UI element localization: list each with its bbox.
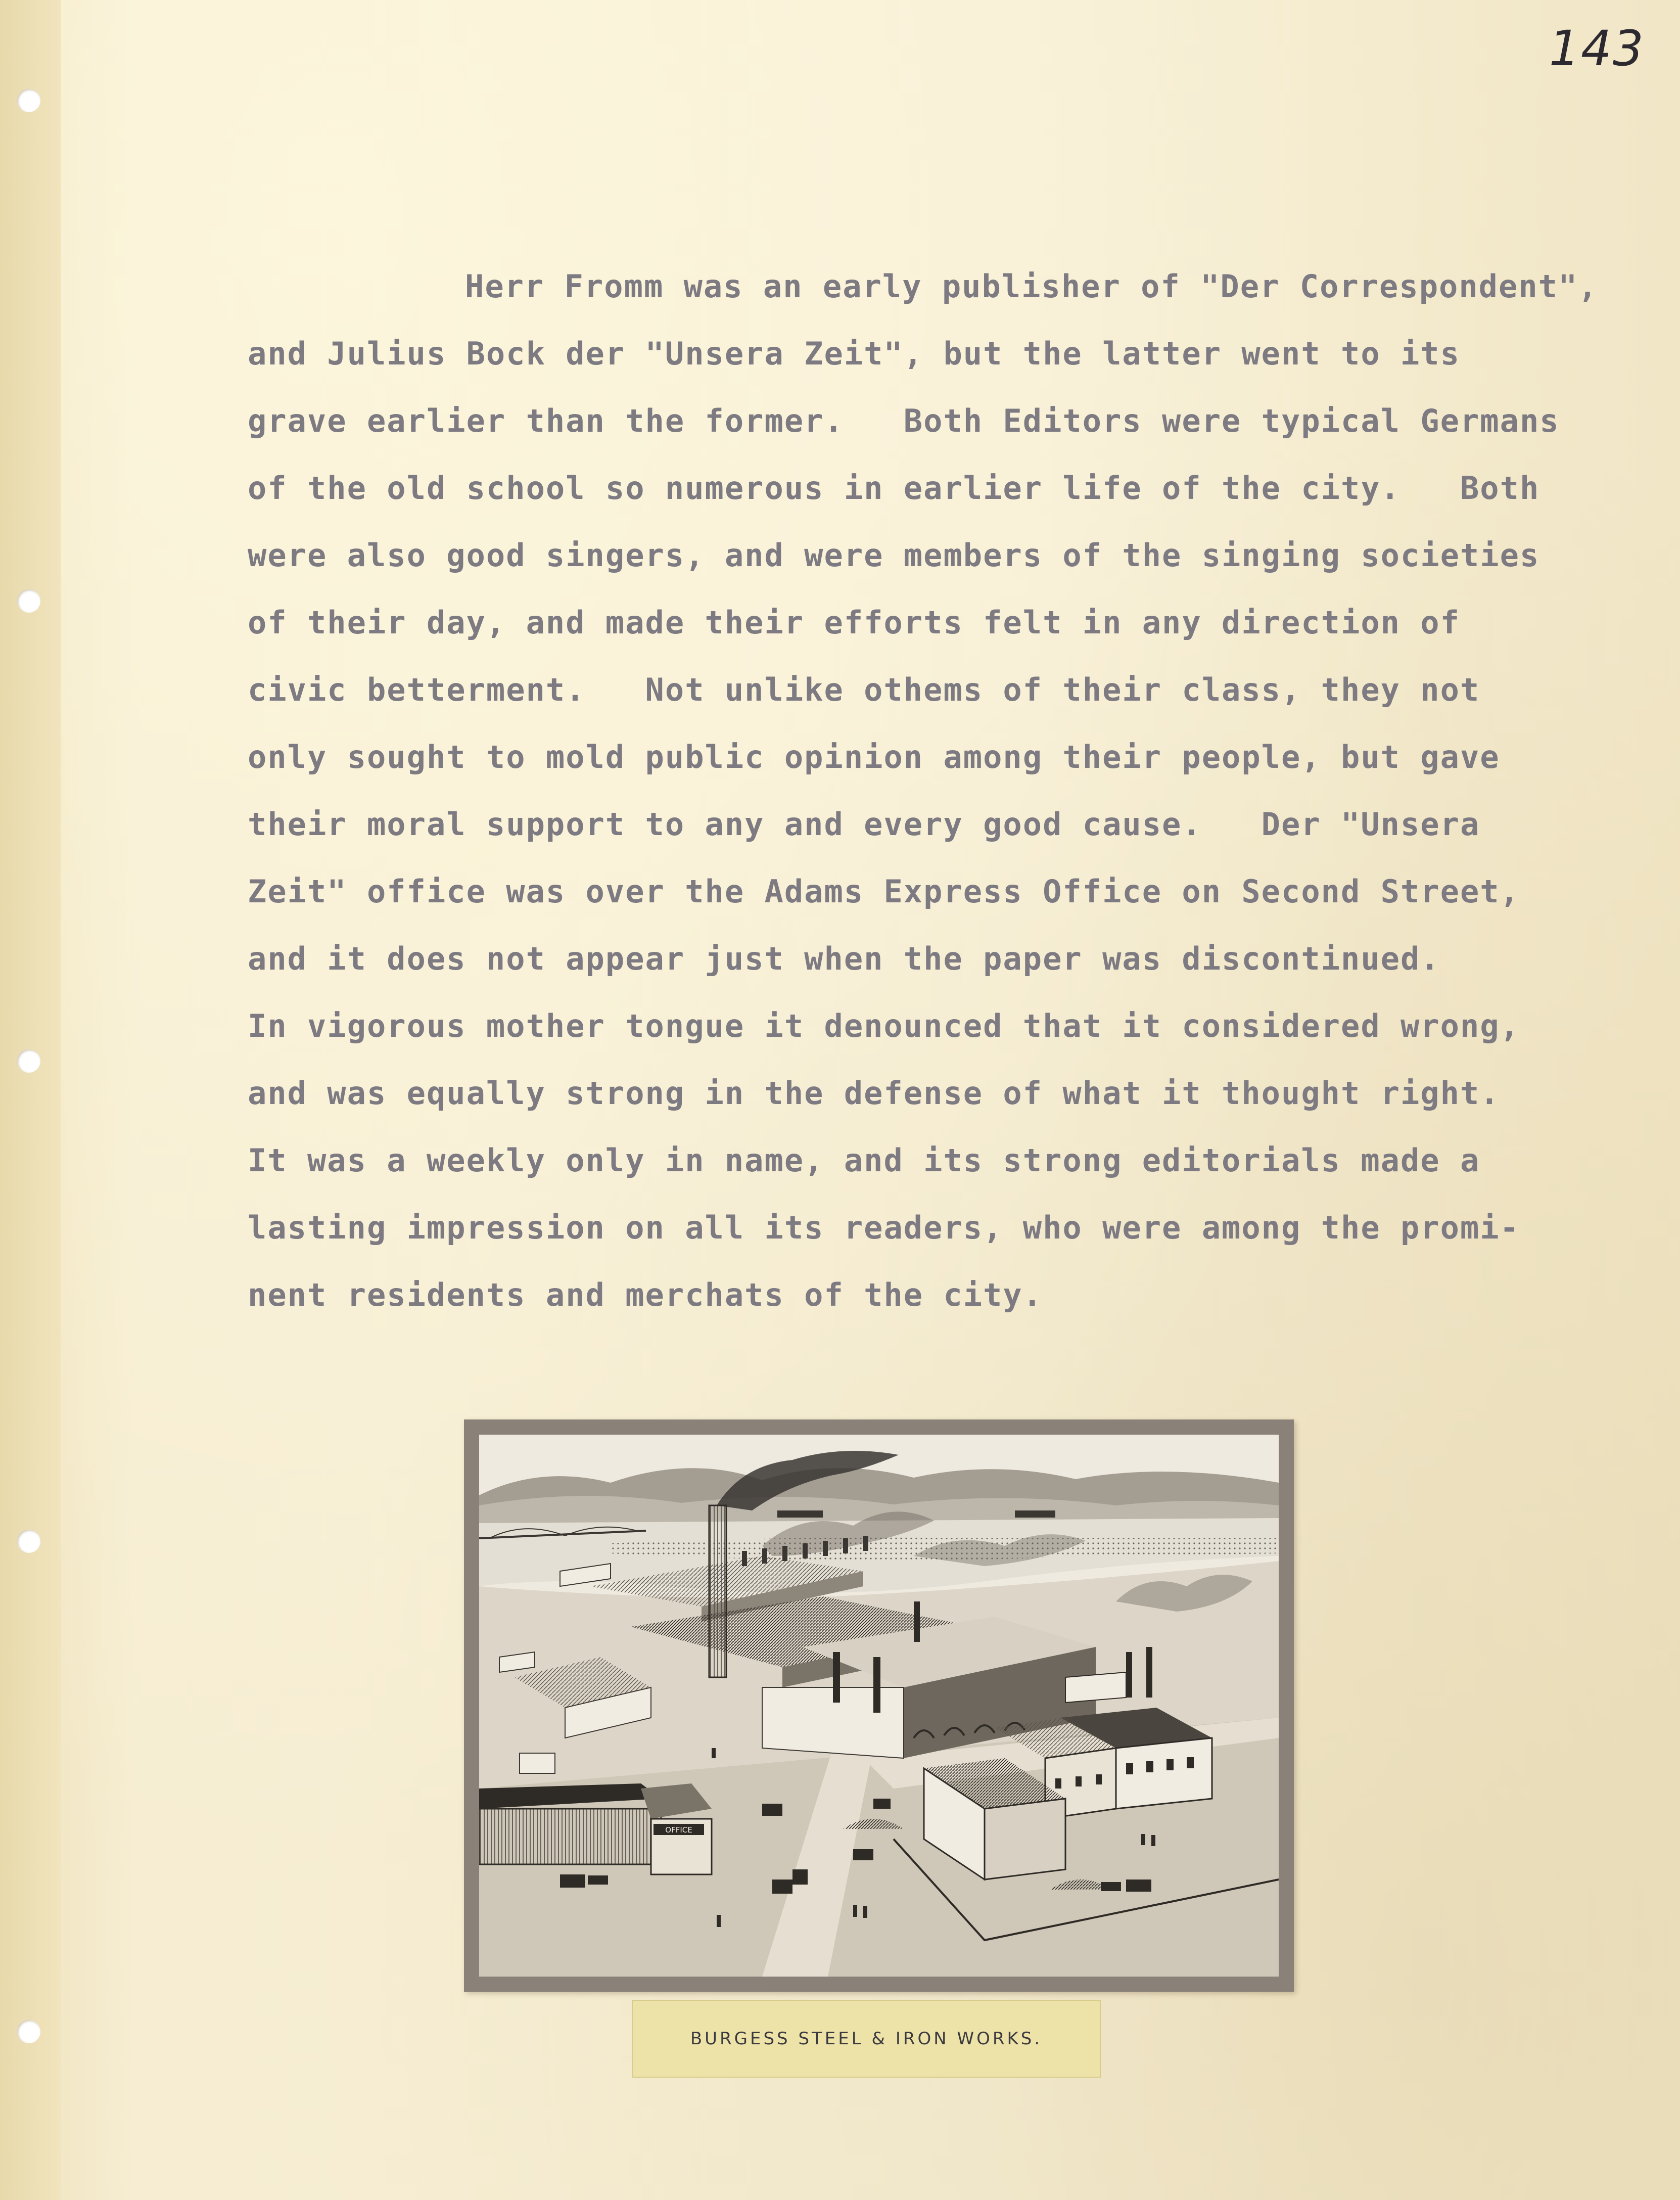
text-line: and it does not appear just when the paper was discontinued. <box>248 940 1440 977</box>
office-sign: OFFICE <box>665 1825 692 1835</box>
punch-hole <box>17 89 40 112</box>
punch-hole <box>17 2020 40 2043</box>
text-line: and was equally strong in the defense of what it thought right. <box>248 1075 1500 1112</box>
illustration-mount <box>464 1419 1294 1992</box>
text-line: grave earlier than the former. Both Editors were typical Germans <box>248 402 1560 439</box>
text-line: civic betterment. Not unlike othems of their class, they not <box>248 671 1480 708</box>
text-line: of their day, and made their efforts felt in any direction of <box>248 604 1460 641</box>
paper-edge <box>0 0 61 2200</box>
text-line: Zeit" office was over the Adams Express Office on Second Street, <box>248 873 1520 910</box>
text-line: their moral support to any and every good cause. Der "Unsera <box>248 806 1480 843</box>
punch-hole <box>17 1530 40 1553</box>
text-line: nent residents and merchats of the city. <box>248 1276 1043 1313</box>
page-number: 143 <box>1549 20 1645 77</box>
punch-hole <box>17 1049 40 1073</box>
text-line: Herr Fromm was an early publisher of "Der Correspondent", <box>465 268 1598 305</box>
punch-hole <box>17 589 40 613</box>
text-line: It was a weekly only in name, and its strong editorials made a <box>248 1142 1480 1179</box>
factory-illustration <box>479 1435 1279 1977</box>
text-line: were also good singers, and were members of the singing societies <box>248 537 1540 574</box>
text-line: only sought to mold public opinion among their people, but gave <box>248 739 1500 775</box>
text-line: and Julius Bock der "Unsera Zeit", but the latter went to its <box>248 335 1460 372</box>
text-line: In vigorous mother tongue it denounced that it considered wrong, <box>248 1007 1520 1044</box>
illustration-caption: BURGESS STEEL & IRON WORKS. <box>690 2029 1043 2049</box>
illustration-caption-label <box>632 2000 1101 2078</box>
text-line: of the old school so numerous in earlier life of the city. Both <box>248 470 1540 507</box>
text-line: lasting impression on all its readers, who were among the promi- <box>248 1209 1520 1246</box>
steel-works-engraving <box>479 1435 1279 1977</box>
typescript-paragraph <box>248 253 1622 1385</box>
